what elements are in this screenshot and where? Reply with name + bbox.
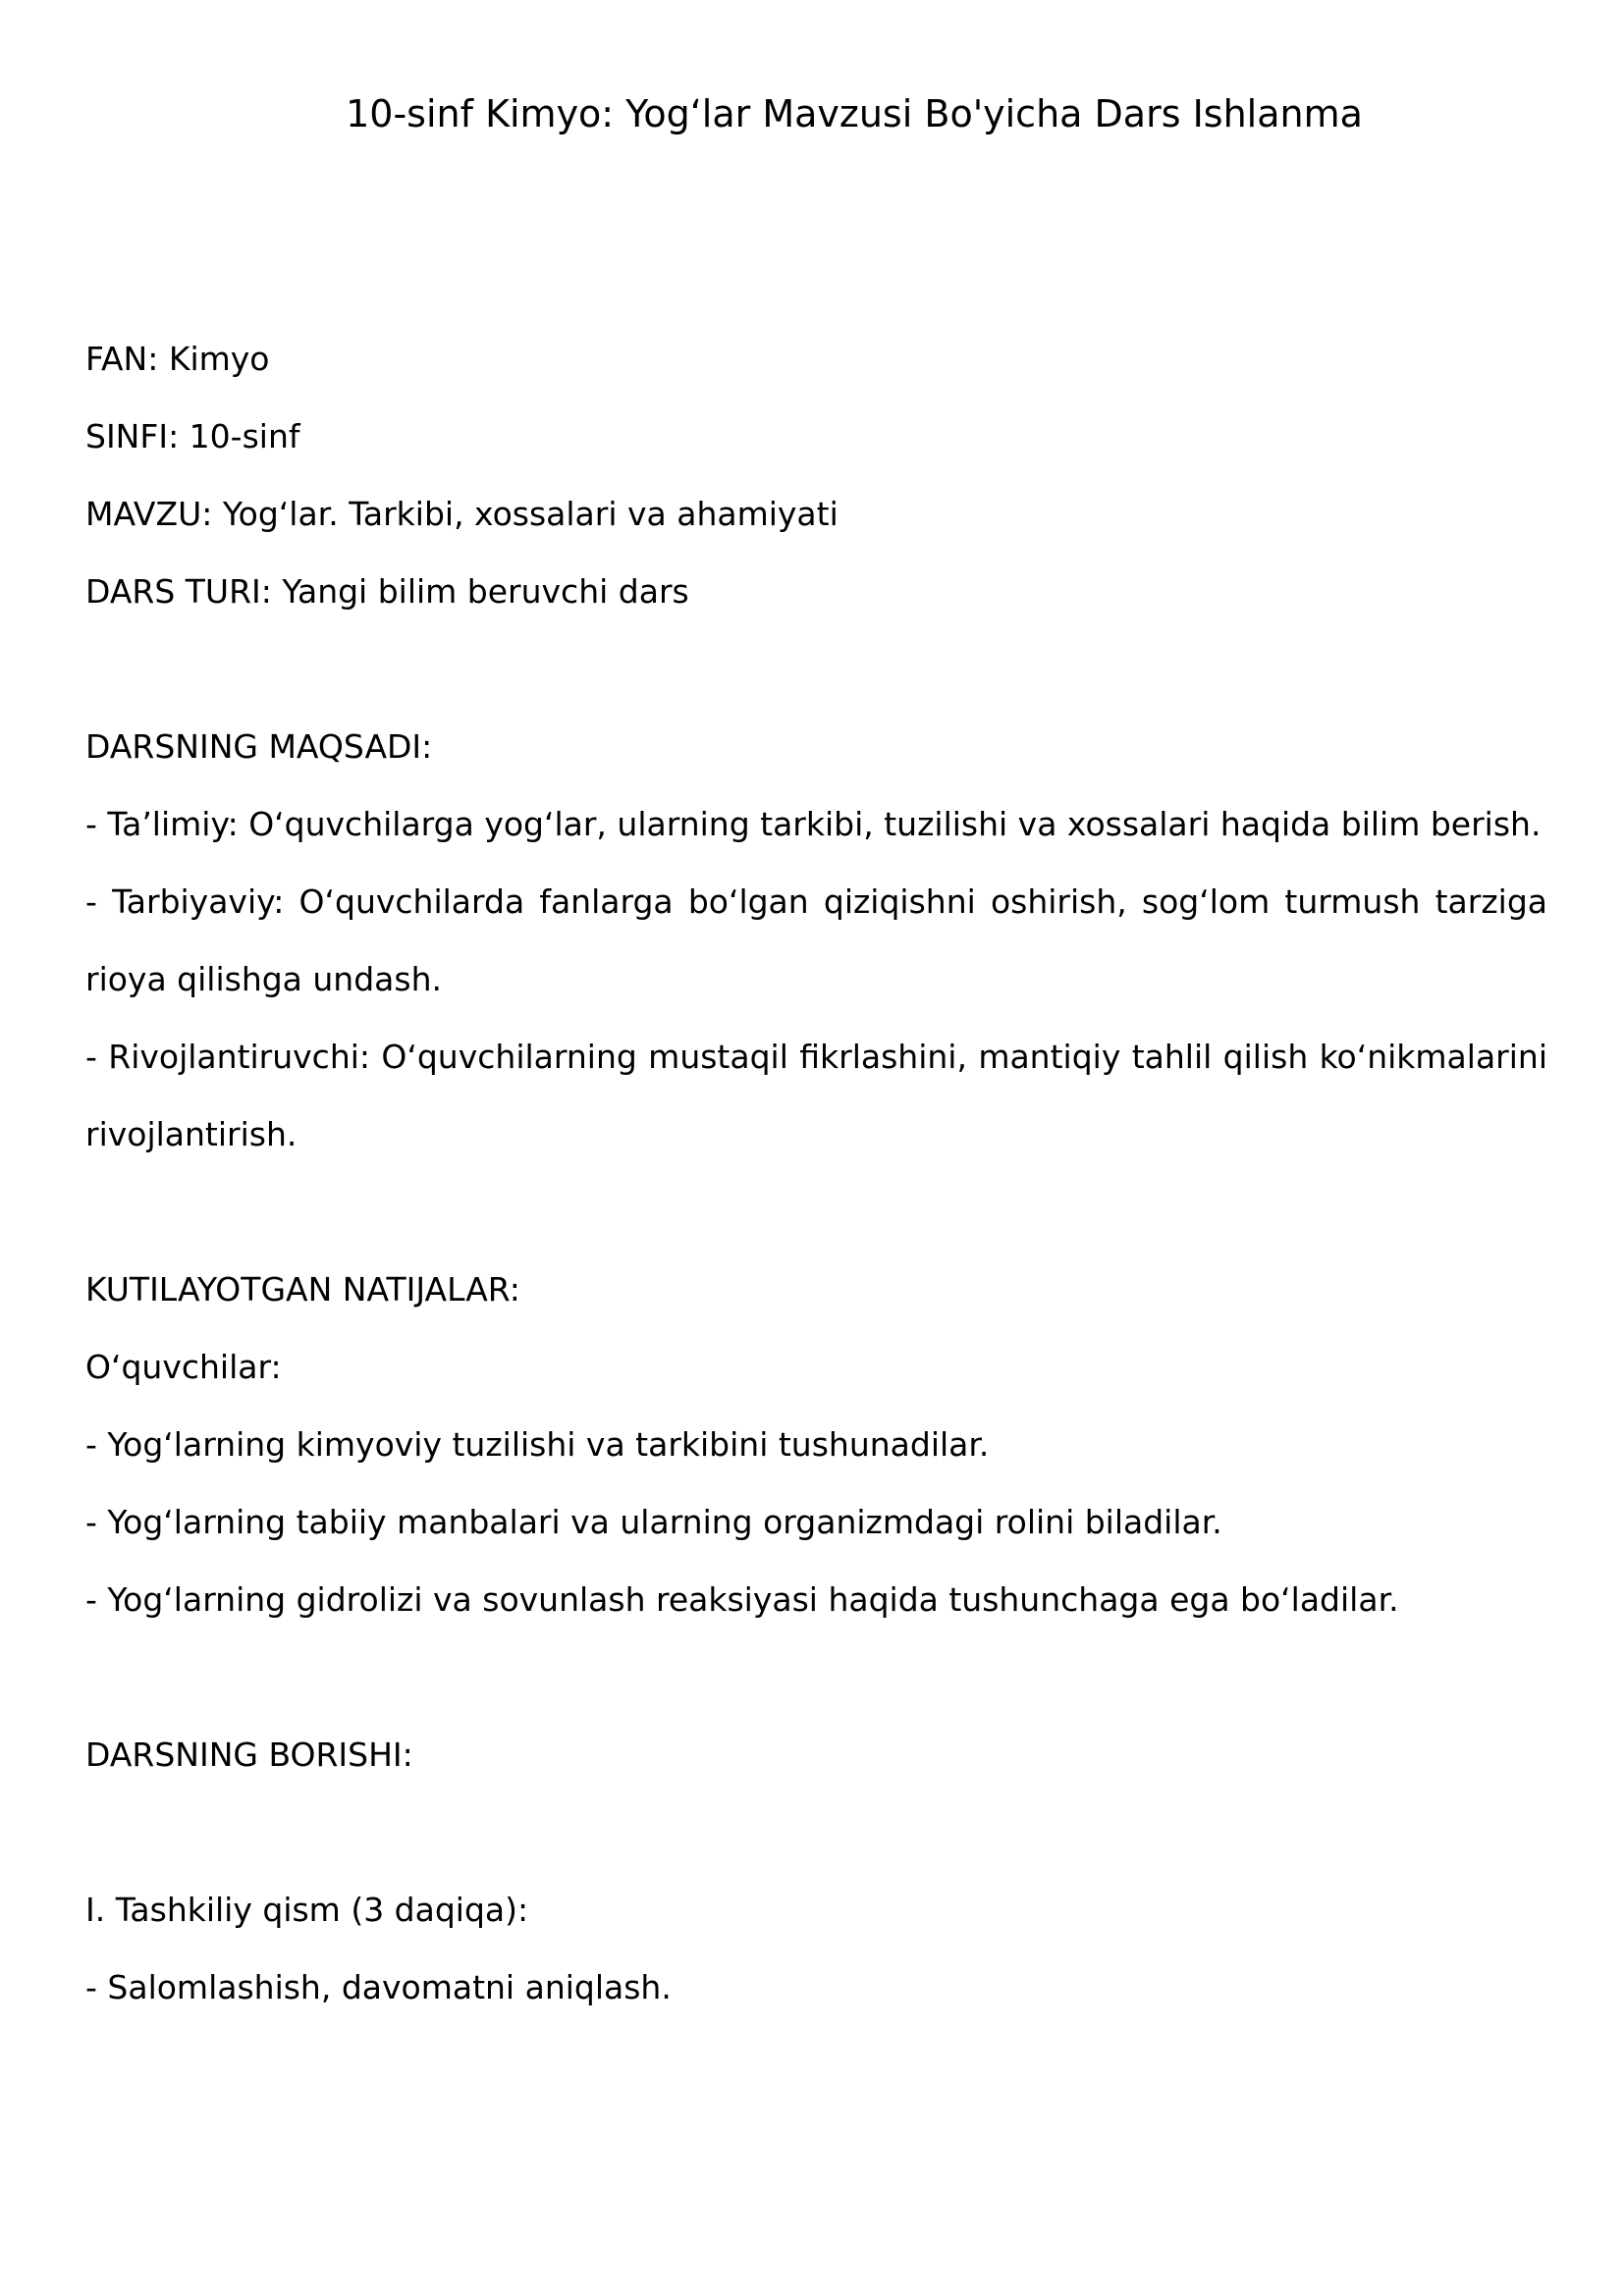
spacer	[85, 1173, 1547, 1251]
subject-line: FAN: Kimyo	[85, 340, 270, 378]
goal-upbringing: - Tarbiyaviy: O‘quvchilarda fanlarga bo‘lgan qiziqishni oshirish, sog‘lom turmush tarziga rioya qilishga undash.	[85, 882, 1547, 998]
goal-educational: - Ta’limiy: O‘quvchilarga yog‘lar, ularning tarkibi, tuzilishi va xossalari haqida bilim berish.	[85, 805, 1542, 843]
goals-heading: DARSNING MAQSADI:	[85, 727, 433, 766]
goal-developmental: - Rivojlantiruvchi: O‘quvchilarning mustaqil fikrlashini, mantiqiy tahlil qilish ko‘nikmalarini rivojlantirish.	[85, 1038, 1547, 1153]
outcomes-heading: KUTILAYOTGAN NATIJALAR:	[85, 1270, 520, 1308]
outcome-item: - Yog‘larning tabiiy manbalari va ularning organizmdagi rolini biladilar.	[85, 1503, 1222, 1541]
outcome-item: - Yog‘larning kimyoviy tuzilishi va tarkibini tushunadilar.	[85, 1425, 990, 1464]
lesson-type-line: DARS TURI: Yangi bilim beruvchi dars	[85, 572, 689, 611]
document-body	[85, 320, 1547, 2026]
topic-line: MAVZU: Yog‘lar. Tarkibi, xossalari va ahamiyati	[85, 495, 839, 533]
lesson-flow-heading: DARSNING BORISHI:	[85, 1735, 413, 1774]
grade-line: SINFI: 10-sinf	[85, 417, 300, 455]
spacer	[85, 1793, 1547, 1871]
spacer	[85, 630, 1547, 708]
part1-item: - Salomlashish, davomatni aniqlash.	[85, 1968, 672, 2006]
outcomes-intro: O‘quvchilar:	[85, 1348, 282, 1386]
outcome-item: - Yog‘larning gidrolizi va sovunlash reaksiyasi haqida tushunchaga ega bo‘ladilar.	[85, 1580, 1399, 1619]
spacer	[85, 1638, 1547, 1716]
document-title: 10-sinf Kimyo: Yog‘lar Mavzusi Bo'yicha Dars Ishlanma	[346, 92, 1363, 135]
part1-heading: I. Tashkiliy qism (3 daqiqa):	[85, 1891, 529, 1929]
